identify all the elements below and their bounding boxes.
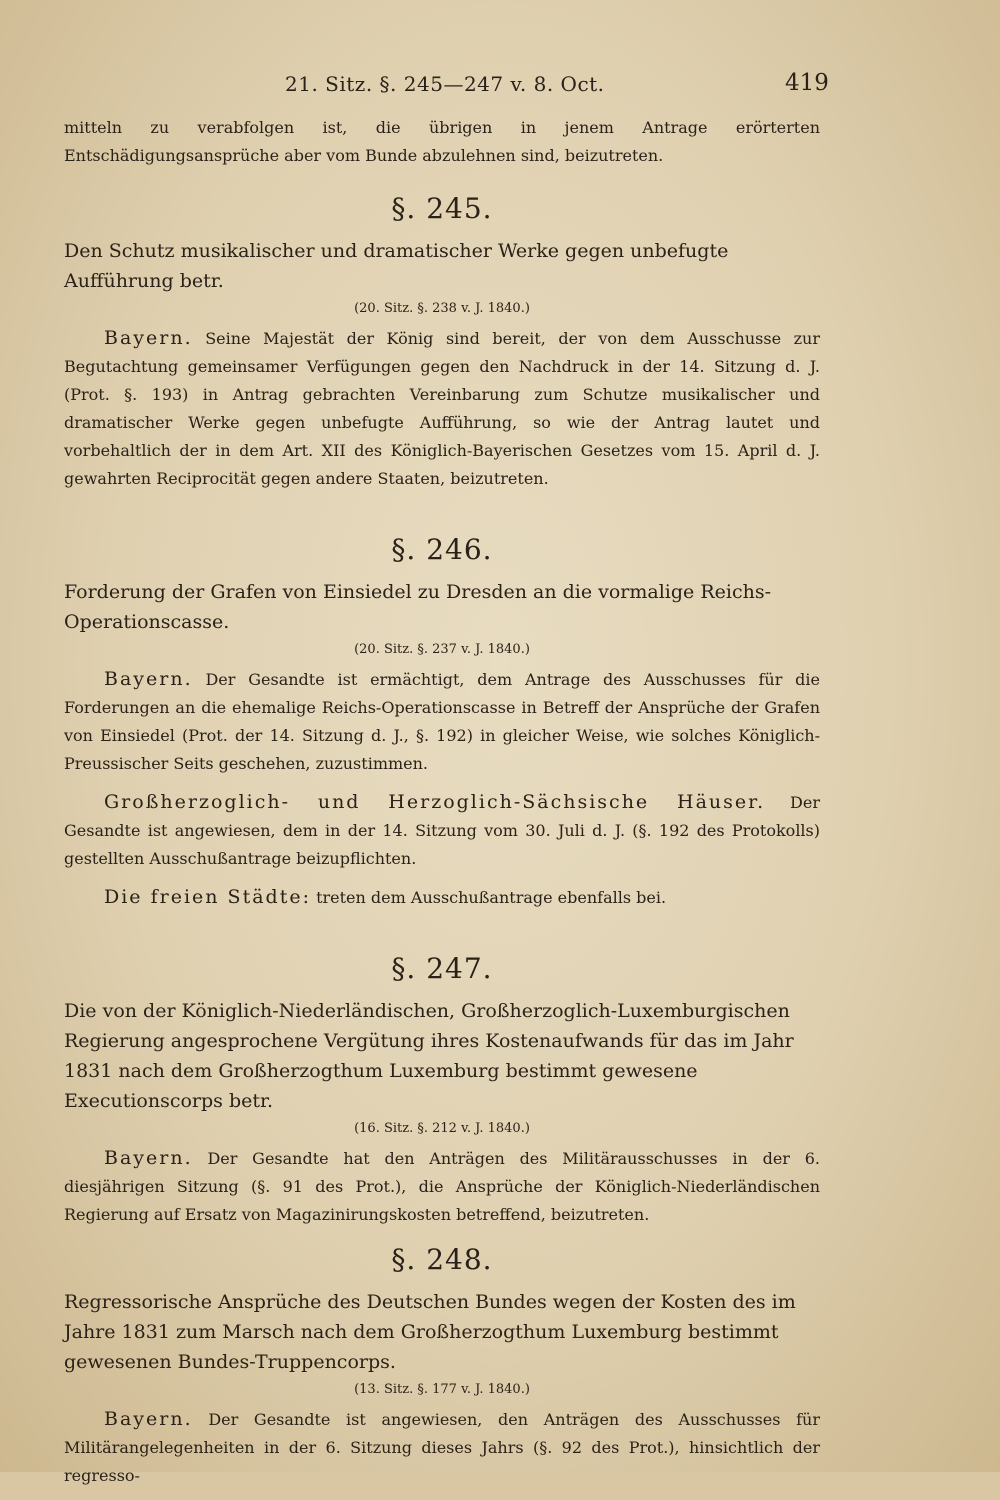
continuation-paragraph: mitteln zu verabfolgen ist, die übrigen in jenem Antrage erörterten Entschädigungsansprüche aber vom Bunde abzulehnen sind, beizutreten. [64,118,820,165]
section-245 [64,192,820,493]
section-title: Den Schutz musikalischer und dramatischer Werke gegen unbefugte Aufführung betr. [64,240,729,292]
statement-paragraph [64,883,820,912]
state-name: Bayern. [104,1408,193,1430]
section-247 [64,952,820,1229]
section-number: §. 248. [391,1243,493,1276]
section-246 [64,533,820,912]
page-content [64,114,820,1500]
section-number: §. 247. [391,952,493,985]
statement-paragraph [64,324,820,493]
page-header [0,70,1000,106]
state-name: Großherzoglich- und Herzoglich-Sächsische Häuser. [104,791,766,813]
running-title: 21. Sitz. §. 245—247 v. 8. Oct. [285,72,605,96]
statement-text: Der Gesandte ist ermächtigt, dem Antrage des Ausschusses für die Forderungen an die ehemalige Reichs-Operationscasse in Betreff der Ansprüche der Grafen von Einsiedel (Prot. der 14. Sitzung d. J., §. 192) in gleicher Weise, wie solches Königlich-Preussischer Seits geschehen, zuzustimmen. [64,670,821,773]
statement-paragraph [64,1405,820,1490]
section-reference: (20. Sitz. §. 238 v. J. 1840.) [354,301,530,316]
statement-text: Der Gesandte hat den Anträgen des Militärausschusses in der 6. diesjährigen Sitzung (§. 91 des Prot.), die Ansprüche der Königlich-Niederländischen Regierung auf Ersatz von Magazinirungskosten betreffend, beizutreten. [64,1149,820,1224]
statement-paragraph [64,665,820,778]
section-reference: (20. Sitz. §. 237 v. J. 1840.) [354,642,530,657]
statement-text: Der Gesandte ist angewiesen, dem in der 14. Sitzung vom 30. Juli d. J. (§. 192 des Protokolls) gestellten Ausschußantrage beizupflichten. [64,793,820,868]
section-reference: (16. Sitz. §. 212 v. J. 1840.) [354,1121,530,1136]
state-name: Die freien Städte: [104,886,311,908]
section-title: Regressorische Ansprüche des Deutschen Bundes wegen der Kosten des im Jahre 1831 zum Marsch nach dem Großherzogthum Luxemburg bestimmt gewesenen Bundes-Truppencorps. [64,1291,796,1373]
statement-paragraph [64,1144,820,1229]
section-248 [64,1243,820,1490]
section-reference: (13. Sitz. §. 177 v. J. 1840.) [354,1382,530,1397]
page-number: 419 [785,70,829,96]
statement-text: treten dem Ausschußantrage ebenfalls bei. [316,888,667,907]
state-name: Bayern. [104,668,193,690]
statement-text: Der Gesandte ist angewiesen, den Anträgen des Ausschusses für Militärangelegenheiten in der 6. Sitzung dieses Jahrs (§. 92 des Prot.), hinsichtlich der regresso- [64,1410,820,1485]
section-title: Forderung der Grafen von Einsiedel zu Dresden an die vormalige Reichs-Operationscasse. [64,581,772,633]
state-name: Bayern. [104,1147,193,1169]
state-name: Bayern. [104,327,193,349]
statement-text: Seine Majestät der König sind bereit, der von dem Ausschusse zur Begutachtung gemeinsamer Verfügungen gegen den Nachdruck in der 14. Sitzung d. J. (Prot. §. 193) in Antrag gebrachten Vereinbarung zum Schutze musikalischer und dramatischer Werke gegen unbefugte Aufführung, so wie der Antrag lautet und vorbehaltlich der in dem Art. XII des Königlich-Bayerischen Gesetzes vom 15. April d. J. gewahrten Reciprocität gegen andere Staaten, beizutreten. [64,329,821,488]
statement-paragraph [64,788,820,873]
section-number: §. 245. [391,192,493,225]
section-title: Die von der Königlich-Niederländischen, Großherzoglich-Luxemburgischen Regierung angesprochene Vergütung ihres Kostenaufwands für das im Jahr 1831 nach dem Großherzogthum Luxemburg bestimmt gewesene Executionscorps betr. [64,1000,794,1112]
section-number: §. 246. [391,533,493,566]
